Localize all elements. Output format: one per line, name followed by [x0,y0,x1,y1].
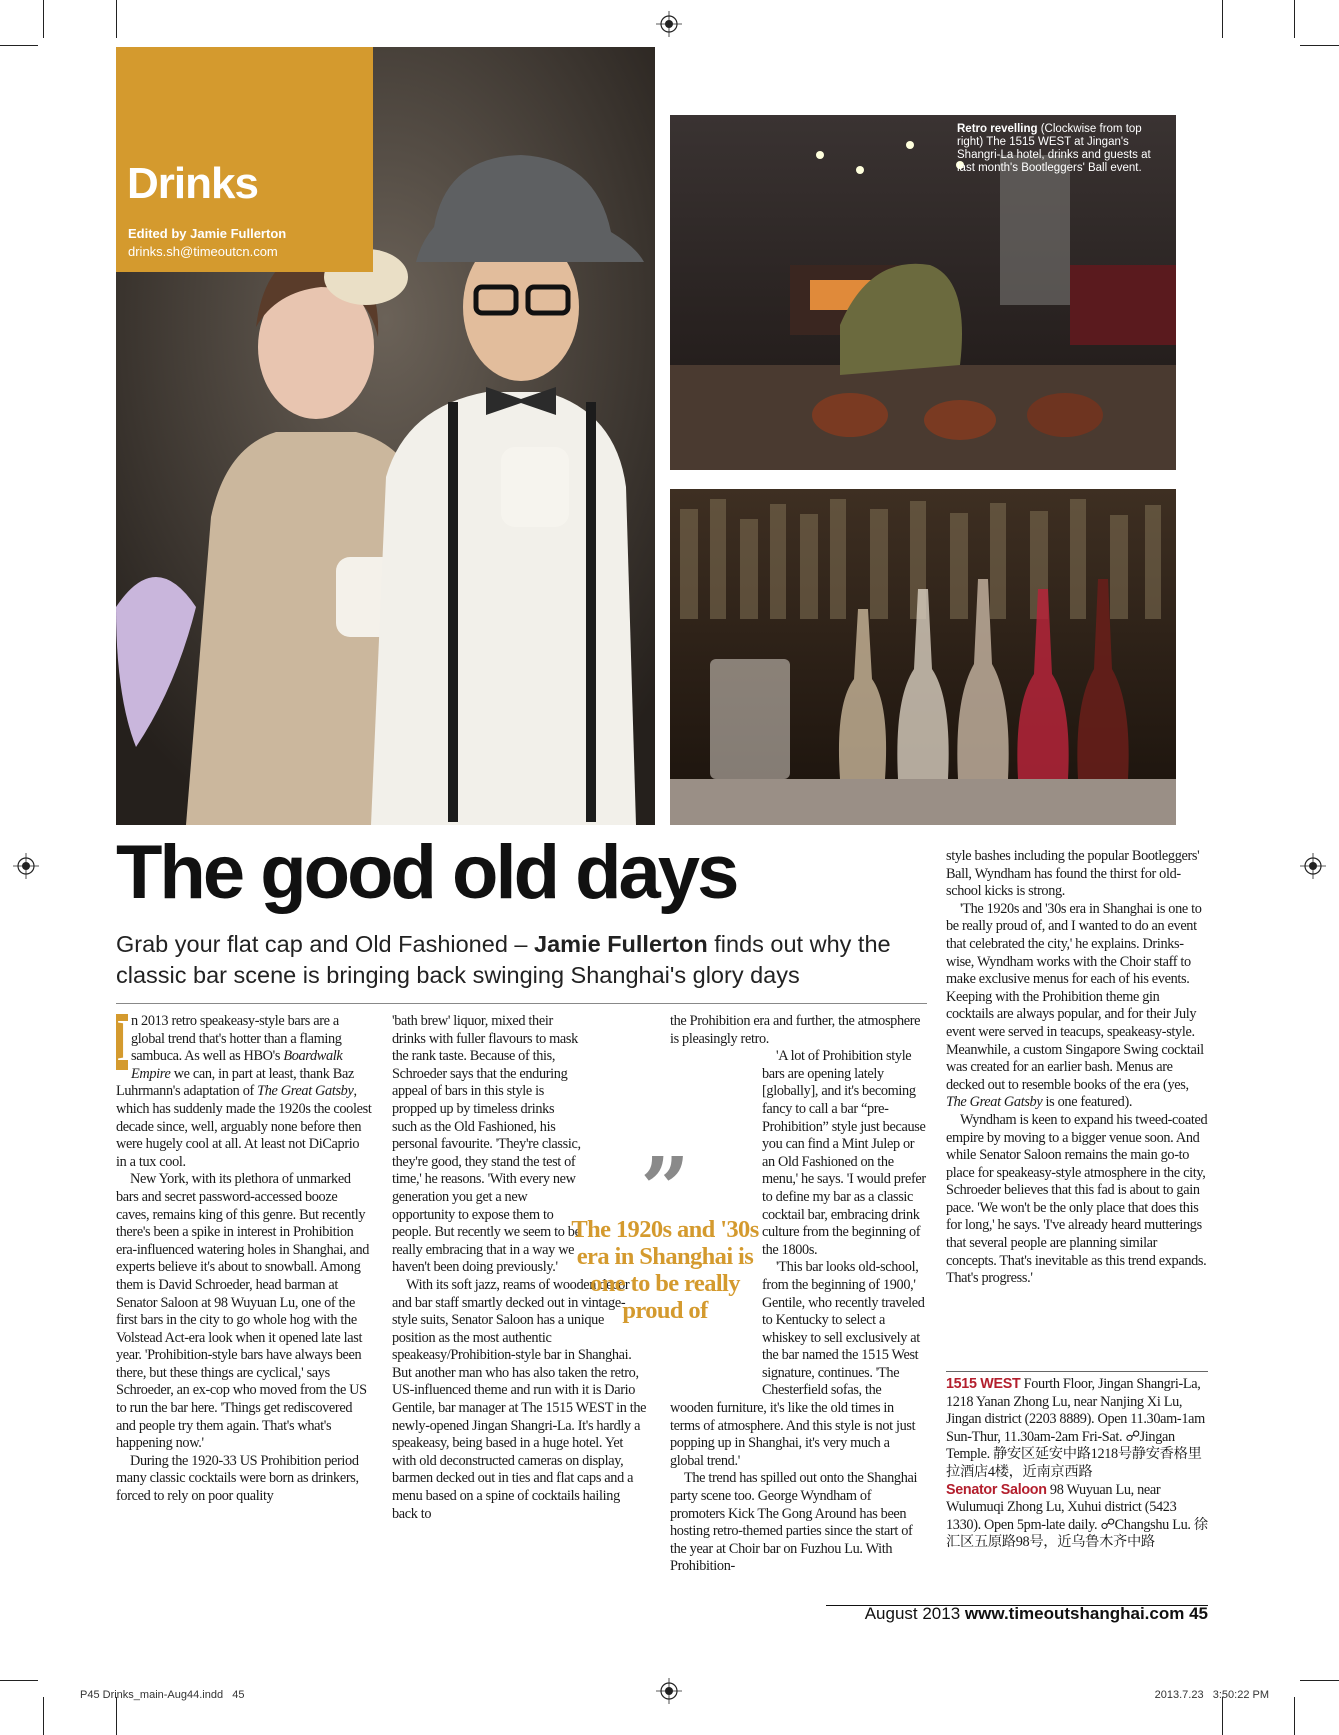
dropcap-box [116,1007,136,1073]
venue-listing [946,1376,1208,1482]
metro-icon: ☍ [1100,1516,1115,1533]
body-paragraph: During the 1920-33 US Prohibition period many classic cocktails were born as drinkers, forced to rely on poor quality [116,1452,359,1505]
metro-icon: ☍ [1125,1428,1140,1445]
venue-listing [946,1482,1208,1552]
crop-mark [43,0,44,38]
caption-text: (Clockwise from top right) The 1515 WEST at Jingan's Shangri-La hotel, drinks and guests at last month's Bootleggers' Ball event. [957,123,1151,174]
crop-mark [43,1697,44,1735]
issue-date: August 2013 [864,1604,965,1623]
crop-mark [116,0,117,38]
body-paragraph: New York, with its plethora of unmarked bars and secret password-accessed booze caves, remains king of this genre. But recently there's been a spike in interest in Prohibition era-influenced watering holes in Shanghai, and experts believe it's about to snowball. Among them is David Schroeder, head barman at Senator Saloon at 98 Wuyuan Lu, one of the first bars in the city to go whole hog with the Volstead Act-era look when it opened late last year. 'Prohibition-style bars have always been there, but these things are cyclical,' says Schroeder, an ex-cop who moved from the US to run the bar here. 'Things get rediscovered and people try them again. That's what's happening now.' [116,1171,370,1452]
venue-metro: Jingan Temple. [946,1428,1175,1463]
bitters-bottles-photo [670,489,1176,825]
crop-mark [1294,0,1295,38]
venue-name: Senator Saloon [946,1481,1047,1498]
print-slug-file: P45 Drinks_main-Aug44.indd 45 [80,1689,245,1701]
registration-mark-icon [1300,853,1326,879]
section-email: drinks.sh@timeoutcn.com [128,244,278,259]
body-text: 'A lot of Prohibition style bars are opening lately [globally], and it's becoming fancy to call a bar “pre-Prohibition” style just because you can find a Mint Julep or an Old Fashioned on the menu,' he says. 'I would prefer to define my bar as a classic cocktail bar, embracing drink culture from the beginning of the 1800s. [762,1048,926,1258]
section-title: Drinks [127,159,258,208]
listings-rule [946,1371,1208,1372]
photo-caption [957,123,1162,175]
body-paragraph: Wyndham is keen to expand his tweed-coated empire by moving to a bigger venue soon. And while Senator Saloon remains the main go-to place for speakeasy-style atmosphere in the city, Schroeder believes that this fad is about to gain pace. 'We won't be the only place that does this for long,' he says. 'I've already heard mutterings that several people are planning similar concepts. That's inevitable as this trend expands. That's progress.' [946,1111,1208,1287]
registration-mark-icon [656,11,682,37]
registration-mark-icon [13,853,39,879]
crop-mark [1300,45,1339,46]
body-paragraph: style bashes including the popular Bootleggers' Ball, Wyndham has found the thirst for old-school kicks is strong. [946,848,1200,900]
body-text: is one featured). [1042,1094,1133,1111]
body-paragraph: 'This bar looks old-school, from the beginning of 1900,' Gentile, who recently traveled to Kentucky to select a whiskey to sell exclusively at the bar named the 1515 West signature, continues. 'The Chesterfield sofas, the wooden furniture, it's like the old times in terms of atmosphere. And this style is not just popping up in Shanghai, it's very much a global trend.' [670,1259,925,1469]
pull-quote [565,1139,765,1324]
crop-mark [0,1680,38,1681]
body-text: 'The 1920s and '30s era in Shanghai is one to be really proud of, and I wanted to do an event that celebrated the city,' he explains. Drinks-wise, Wyndham works with the Choir staff to make exclusive menus for each of his events. Keeping with the Prohibition theme gin cocktails are always popular, and for their July event were served in teacups, speakeasy-style. Meanwhile, a custom Singapore Swing cocktail was created for an earlier bash. Menus are decked out to resemble books of the era (yes, [946,900,1204,1093]
venue-details: 98 Wuyuan Lu, near Wulumuqi Zhong Lu, Xuhui district (5423 1330). Open 5pm-late daily. [946,1481,1177,1533]
body-paragraph [116,1007,372,1171]
body-text: , which has suddenly made the 1920s the coolest decade since, well, arguably none before then were hugely cool at all. At least not DiCaprio in a tux cool. [116,1083,372,1170]
body-paragraph: the Prohibition era and further, the atmosphere is pleasingly retro. [670,1013,921,1047]
body-paragraph: 'bath brew' liquor, mixed their drinks with fuller flavours to mask the rank taste. Because of this, Schroeder says that the enduring appeal of bars in this style is propped up by timeless drinks such as the Old Fashioned, his personal favourite. 'They're classic, they're good, they stand the test of time,' he reasons. 'With every new generation you get a new opportunity to expose them to people. But recently we seem to be really embracing that in a way we haven't been doing previously.' [392,1013,581,1276]
venue-details: Fourth Floor, Jingan Shangri-La, 1218 Yanan Zhong Lu, near Nanjing Xi Lu, Jingan district (2203 8889). Open 11.30am-1am Sun-Thur, 11.30am-2am Fri-Sat. [946,1376,1205,1445]
standfirst-before: Grab your flat cap and Old Fashioned – [116,931,535,957]
dropcap: I [116,1007,136,1073]
venue-chinese-address: 静安区延安中路1218号静安香格里拉酒店4楼，近南京西路 [946,1446,1202,1480]
crop-mark [0,45,38,46]
body-column-4 [946,848,1208,1288]
crop-mark [1294,1697,1295,1735]
section-editor: Edited by Jamie Fullerton [128,226,287,241]
section-header-block [116,47,373,272]
standfirst-after: finds out why the classic bar scene is bringing back swinging Shanghai's glory days [116,931,891,988]
crop-mark [116,1697,117,1735]
print-slug-time: 2013.7.23 3:50:22 PM [1154,1689,1269,1701]
quote-mark-icon: ” [640,1139,690,1240]
body-text: we can, in part at least, thank Baz Luhrmann's adaptation of [116,1065,354,1100]
crop-mark [1222,1697,1223,1735]
venue-chinese-address: 徐汇区五原路98号，近乌鲁木齐中路 [946,1516,1208,1551]
body-column-1 [116,1007,372,1506]
body-italic: The Great Gatsby [946,1094,1043,1111]
pull-quote-text: The 1920s and '30s era in Shanghai is one to be really proud of [571,1216,759,1324]
headline: The good old days [116,830,737,915]
page-folio [865,1604,1208,1624]
page-number: 45 [1184,1604,1208,1623]
registration-mark-icon [656,1678,682,1704]
body-italic: The Great Gatsby [257,1083,354,1100]
body-text: n 2013 retro speakeasy-style bars are a global trend that's hotter than a flaming sambuca. As well as HBO's [131,1013,342,1065]
crop-mark [1300,1680,1339,1681]
venue-name: 1515 WEST [946,1376,1021,1392]
venue-listings [946,1376,1208,1552]
body-paragraph [946,901,1208,1112]
standfirst [116,929,936,991]
website: www.timeoutshanghai.com [964,1604,1185,1623]
crop-mark [1222,0,1223,38]
headline-rule [116,1003,927,1004]
caption-lead: Retro revelling [957,123,1038,135]
body-italic: Boardwalk Empire [131,1048,343,1082]
body-paragraph: With its soft jazz, reams of wooden decor and bar staff smartly decked out in vintage-style suits, Senator Saloon has a unique position as the most authentic speakeasy/Prohibition-style bar in Shanghai. But another man who has also taken the retro, US-influenced theme and run with it is Dario Gentile, bar manager at The 1515 WEST in the newly-opened Jingan Shangri-La. It's hardly a speakeasy, being based in a huge hotel. Yet with old deconstructed cameras on display, barmen decked out in ties and flat caps and a menu based on a spine of cocktails hailing back to [392,1276,647,1522]
venue-metro: Changshu Lu. [1114,1516,1191,1533]
bar-lounge-photo [670,115,1176,470]
body-paragraph: The trend has spilled out onto the Shanghai party scene too. George Wyndham of promoters Kick The Gong Around has been hosting retro-themed parties since the start of the year at Choir bar on Fuzhou Lu. With Prohibition- [670,1470,918,1575]
standfirst-author: Jamie Fullerton [534,931,708,957]
